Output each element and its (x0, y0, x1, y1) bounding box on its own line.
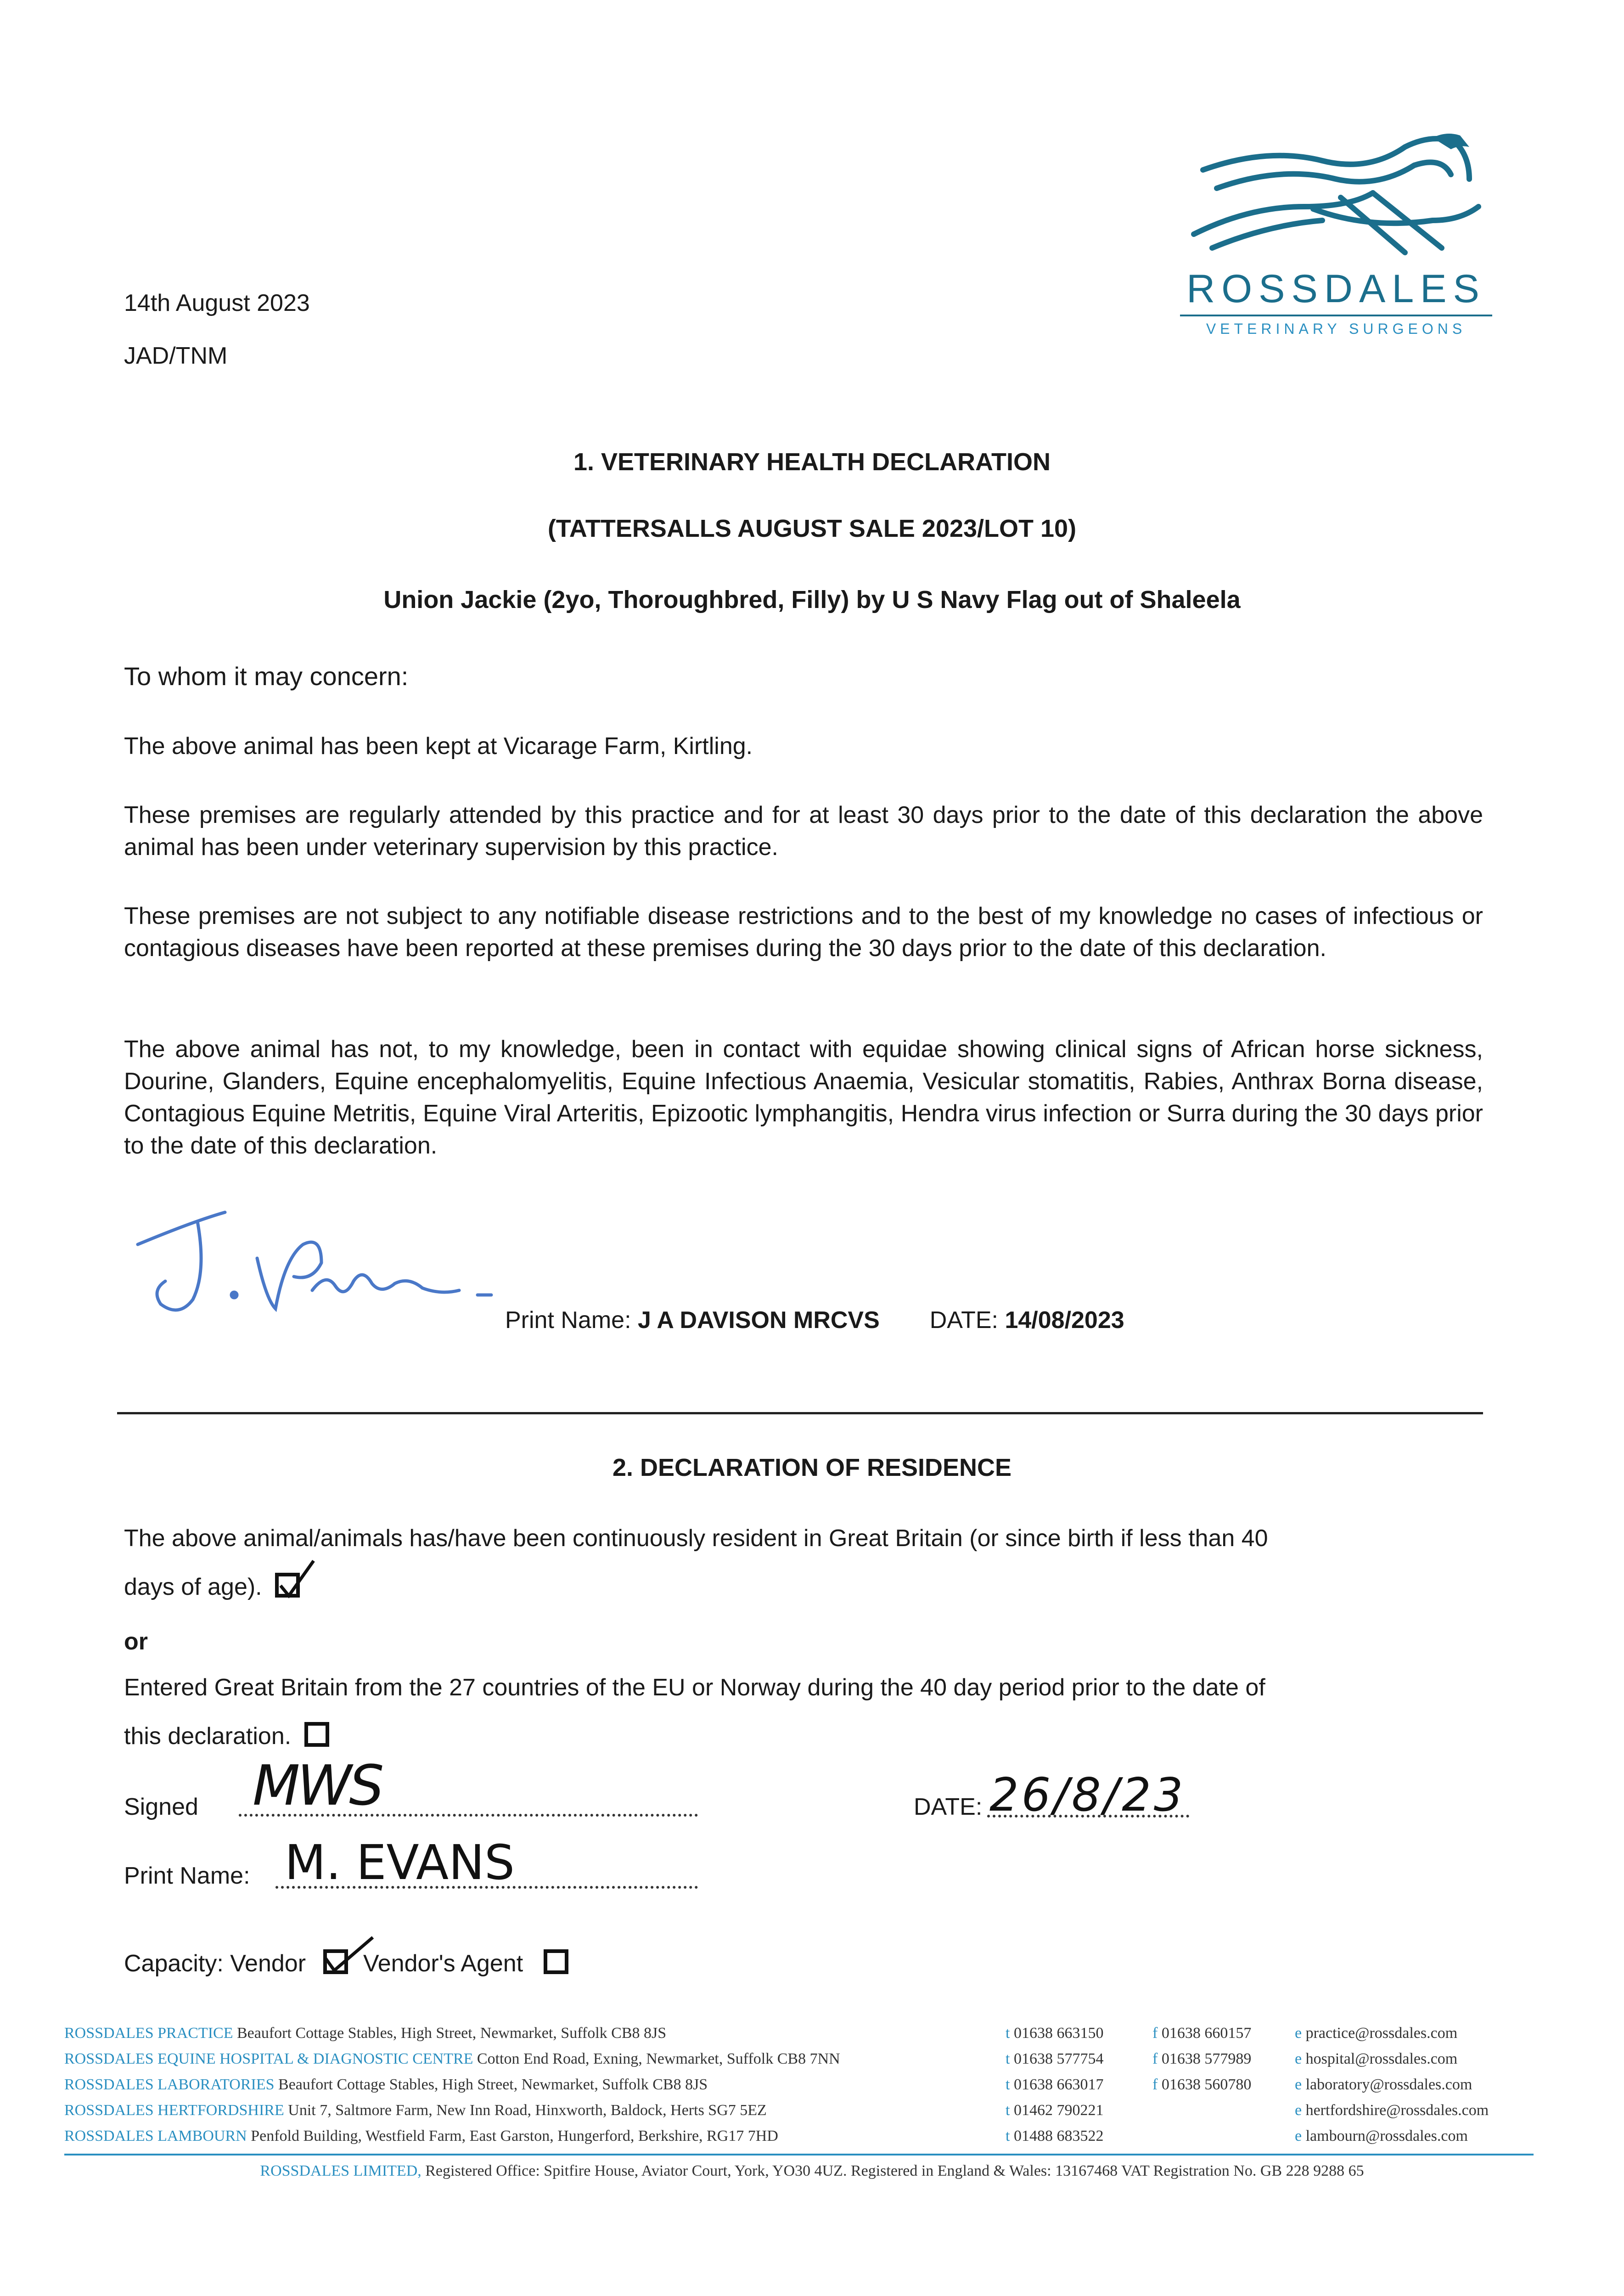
resident-checkbox[interactable] (275, 1573, 300, 1598)
office-email[interactable]: lambourn@rossdales.com (1305, 2127, 1468, 2144)
logo-subtitle: VETERINARY SURGEONS (1206, 321, 1467, 337)
paragraph-2: These premises are regularly attended by this practice and for at least 30 days prior to the date of this declaration the above animal has been under veterinary supervision by this practice. (124, 802, 1483, 861)
residence-option-2-line1: Entered Great Britain from the 27 countries of the EU or Norway during the 40 day period prior to the date of (124, 1674, 1265, 1701)
office-email[interactable]: hertfordshire@rossdales.com (1305, 2102, 1489, 2119)
vet-signature (129, 1203, 505, 1341)
office-name: ROSSDALES EQUINE HOSPITAL & DIAGNOSTIC CENTRE (64, 2050, 473, 2067)
office-tel: 01462 790221 (1013, 2102, 1104, 2119)
rossdales-logo (1175, 129, 1497, 349)
residence-option-1-line1: The above animal/animals has/have been continuously resident in Great Britain (or since birth if less than 40 (124, 1525, 1268, 1552)
footer-office-2 (64, 2072, 840, 2098)
office-address: Unit 7, Saltmore Farm, New Inn Road, Hinxworth, Baldock, Herts SG7 5EZ (288, 2102, 767, 2119)
office-email[interactable]: hospital@rossdales.com (1305, 2050, 1458, 2067)
footer-office-1 (64, 2046, 840, 2072)
vet-print-name-label: Print Name: (505, 1307, 631, 1334)
footer-phones: t 01638 663150 t 01638 577754 t 01638 663017 t 01462 790221 t 01488 683522 (1006, 2025, 1104, 2144)
footer-office-0 (64, 2020, 840, 2046)
paragraph-1: The above animal has been kept at Vicarage Farm, Kirtling. (124, 733, 753, 760)
footer-faxes: f 01638 660157 f 01638 577989 f 01638 560780 (1152, 2025, 1252, 2093)
office-name: ROSSDALES HERTFORDSHIRE (64, 2102, 284, 2119)
document-date: 14th August 2023 (124, 290, 310, 316)
entered-checkbox[interactable] (304, 1722, 329, 1747)
signed-date-value: 26/8/23 (989, 1768, 1186, 1822)
office-name: ROSSDALES LAMBOURN (64, 2127, 247, 2144)
section2-title: 2. DECLARATION OF RESIDENCE (612, 1454, 1012, 1481)
registered-text: Registered Office: Spitfire House, Aviator Court, York, YO30 4UZ. Registered in England & Wales: 13167468 VAT Registration No. GB 228 9288 65 (425, 2162, 1364, 2179)
footer-office-4 (64, 2123, 840, 2149)
vendor-signature: MWS (253, 1754, 382, 1818)
logo-wordmark: ROSSDALES (1186, 267, 1486, 311)
registered-name: ROSSDALES LIMITED, (260, 2162, 421, 2179)
vet-print-name-value: J A DAVISON MRCVS (637, 1307, 880, 1334)
office-fax: 01638 577989 (1161, 2050, 1252, 2067)
residence-option-2-line2-row (124, 1722, 329, 1750)
reference-code: JAD/TNM (124, 343, 228, 369)
vendor-agent-checkbox[interactable] (544, 1949, 568, 1974)
vendor-agent-label: Vendor's Agent (363, 1950, 523, 1977)
vendor-print-name-label: Print Name: (124, 1863, 250, 1889)
office-address: Beaufort Cottage Stables, High Street, Newmarket, Suffolk CB8 8JS (278, 2076, 708, 2093)
office-tel: 01488 683522 (1013, 2127, 1104, 2144)
office-email[interactable]: laboratory@rossdales.com (1305, 2076, 1472, 2093)
vet-date-value: 14/08/2023 (1005, 1307, 1124, 1334)
footer-emails: e practice@rossdales.com e hospital@rossdales.com e laboratory@rossdales.com e hertfordshire@rossdales.com e lambourn@rossdales.com (1295, 2025, 1489, 2144)
or-label: or (124, 1628, 148, 1655)
residence-option-1-line2-row (124, 1573, 300, 1601)
office-address: Penfold Building, Westfield Farm, East Garston, Hungerford, Berkshire, RG17 7HD (251, 2127, 778, 2144)
section1-subtitle: (TATTERSALLS AUGUST SALE 2023/LOT 10) (547, 515, 1077, 542)
horse-logo-icon (1175, 129, 1497, 266)
office-tel: 01638 663017 (1013, 2076, 1104, 2093)
signed-date-label: DATE: (914, 1794, 983, 1820)
office-fax: 01638 560780 (1161, 2076, 1252, 2093)
office-name: ROSSDALES PRACTICE (64, 2025, 233, 2042)
section1-title: 1. VETERINARY HEALTH DECLARATION (573, 448, 1051, 476)
office-tel: 01638 577754 (1013, 2050, 1104, 2067)
capacity-label: Capacity: Vendor (124, 1950, 306, 1977)
registered-office (0, 2158, 1624, 2184)
paragraph-4: The above animal has not, to my knowledge, been in contact with equidae showing clinical signs of African horse sickness, Dourine, Glanders, Equine encephalomyelitis, Equine Infectious Anaemia, Vesicular stomatitis, Rabies, Anthrax Borna disease, Contagious Equine Metritis, Equine Viral Arteritis, Epizootic lymphangitis, Hendra virus infection or Surra during the 30 days prior to the date of this declaration. (124, 1036, 1483, 1159)
signed-label: Signed (124, 1794, 198, 1820)
vendor-print-name-value: M. EVANS (285, 1835, 515, 1891)
vet-print-name-row (505, 1306, 1124, 1334)
office-email[interactable]: practice@rossdales.com (1305, 2025, 1458, 2042)
footer-office-3 (64, 2098, 840, 2123)
salutation: To whom it may concern: (124, 662, 409, 691)
vendor-checkbox[interactable] (323, 1949, 348, 1974)
capacity-row (124, 1949, 568, 1977)
animal-description: Union Jackie (2yo, Thoroughbred, Filly) by U S Navy Flag out of Shaleela (383, 586, 1241, 613)
residence-option-1-line2: days of age). (124, 1574, 262, 1600)
office-address: Beaufort Cottage Stables, High Street, Newmarket, Suffolk CB8 8JS (236, 2025, 667, 2042)
section-divider (117, 1412, 1483, 1414)
office-name: ROSSDALES LABORATORIES (64, 2076, 275, 2093)
office-fax: 01638 660157 (1161, 2025, 1252, 2042)
office-tel: 01638 663150 (1013, 2025, 1104, 2042)
footer-divider (64, 2154, 1534, 2155)
vet-date-label: DATE: (929, 1307, 998, 1334)
residence-option-2-line2: this declaration. (124, 1723, 292, 1750)
footer-addresses (64, 2020, 840, 2149)
office-address: Cotton End Road, Exning, Newmarket, Suffolk CB8 7NN (477, 2050, 840, 2067)
paragraph-3: These premises are not subject to any notifiable disease restrictions and to the best of my knowledge no cases of infectious or contagious diseases have been reported at these premises during the 30 days prior to the date of this declaration. (124, 903, 1483, 962)
